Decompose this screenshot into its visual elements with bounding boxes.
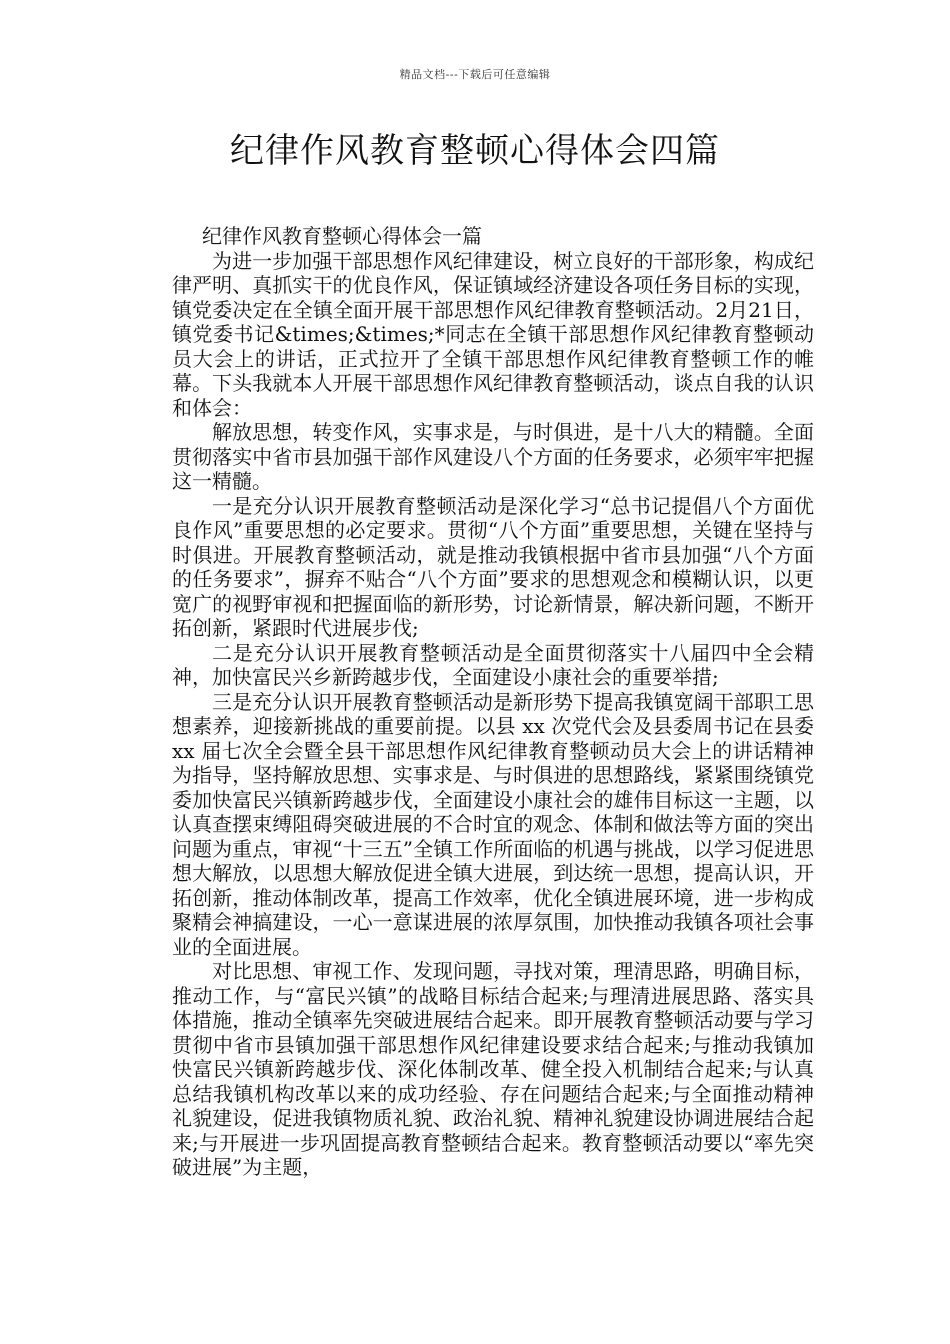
paragraph-5: 三是充分认识开展教育整顿活动是新形势下提高我镇宽阔干部职工思想素养，迎接新挑战的重要前提。以县 xx 次党代会及县委周书记在县委 xx 届七次全会暨全县干部思想作风纪律教育整顿动员大会上的讲话精神为指导，坚持解放思想、实事求是、与时俱进的思想路线，紧紧围绕镇党委加快富民兴镇新跨越步伐，全面建设小康社会的雄伟目标这一主题，以认真查摆束缚阻碍突破进展的不合时宜的观念、体制和做法等方面的突出问题为重点，审视“十三五”全镇工作所面临的机遇与挑战，以学习促进思想大解放，以思想大解放促进全镇大进展，到达统一思想，提高认识，开拓创新，推动体制改革，提高工作效率，优化全镇进展环境，进一步构成聚精会神搞建设，一心一意谋进展的浓厚氛围，加快推动我镇各项社会事业的全面进展。	[172, 689, 814, 959]
document-title: 纪律作风教育整顿心得体会四篇	[230, 131, 720, 171]
paragraph-6: 对比思想、审视工作、发现问题，寻找对策，理清思路，明确目标，推动工作，与“富民兴镇”的战略目标结合起来;与理清进展思路、落实具体措施，推动全镇率先突破进展结合起来。即开展教育整顿活动要与学习贯彻中省市县镇加强干部思想作风纪律建设要求结合起来;与推动我镇加快富民兴镇新跨越步伐、深化体制改革、健全投入机制结合起来;与认真总结我镇机构改革以来的成功经验、存在问题结合起来;与全面推动精神礼貌建设，促进我镇物质礼貌、政治礼貌、精神礼貌建设协调进展结合起来;与开展进一步巩固提高教育整顿结合起来。教育整顿活动要以“率先突破进展”为主题，	[172, 959, 814, 1179]
section-subtitle: 纪律作风教育整顿心得体会一篇	[202, 224, 482, 248]
paragraph-2: 解放思想，转变作风，实事求是，与时俱进，是十八大的精髓。全面贯彻落实中省市县加强干部作风建设八个方面的任务要求，必须牢牢把握这一精髓。	[172, 420, 814, 493]
paragraph-1: 为进一步加强干部思想作风纪律建设，树立良好的干部形象，构成纪律严明、真抓实干的优良作风，保证镇域经济建设各项任务目标的实现，镇党委决定在全镇全面开展干部思想作风纪律教育整顿活动。2月21日，镇党委书记&times;&times;*同志在全镇干部思想作风纪律教育整顿动员大会上的讲话，正式拉开了全镇干部思想作风纪律教育整顿工作的帷幕。下头我就本人开展干部思想作风纪律教育整顿活动，谈点自我的认识和体会：	[172, 248, 814, 420]
paragraph-3: 一是充分认识开展教育整顿活动是深化学习“总书记提倡八个方面优良作风”重要思想的必定要求。贯彻“八个方面”重要思想，关键在坚持与时俱进。开展教育整顿活动，就是推动我镇根据中省市县加强“八个方面的任务要求”，摒弃不贴合“八个方面”要求的思想观念和模糊认识，以更宽广的视野审视和把握面临的新形势，讨论新情景，解决新问题，不断开拓创新，紧跟时代进展步伐;	[172, 493, 814, 640]
paragraph-4: 二是充分认识开展教育整顿活动是全面贯彻落实十八届四中全会精神，加快富民兴乡新跨越步伐，全面建设小康社会的重要举措;	[172, 640, 814, 689]
document-body	[172, 224, 814, 1180]
page-header: 精品文档---下载后可任意编辑	[399, 68, 551, 81]
